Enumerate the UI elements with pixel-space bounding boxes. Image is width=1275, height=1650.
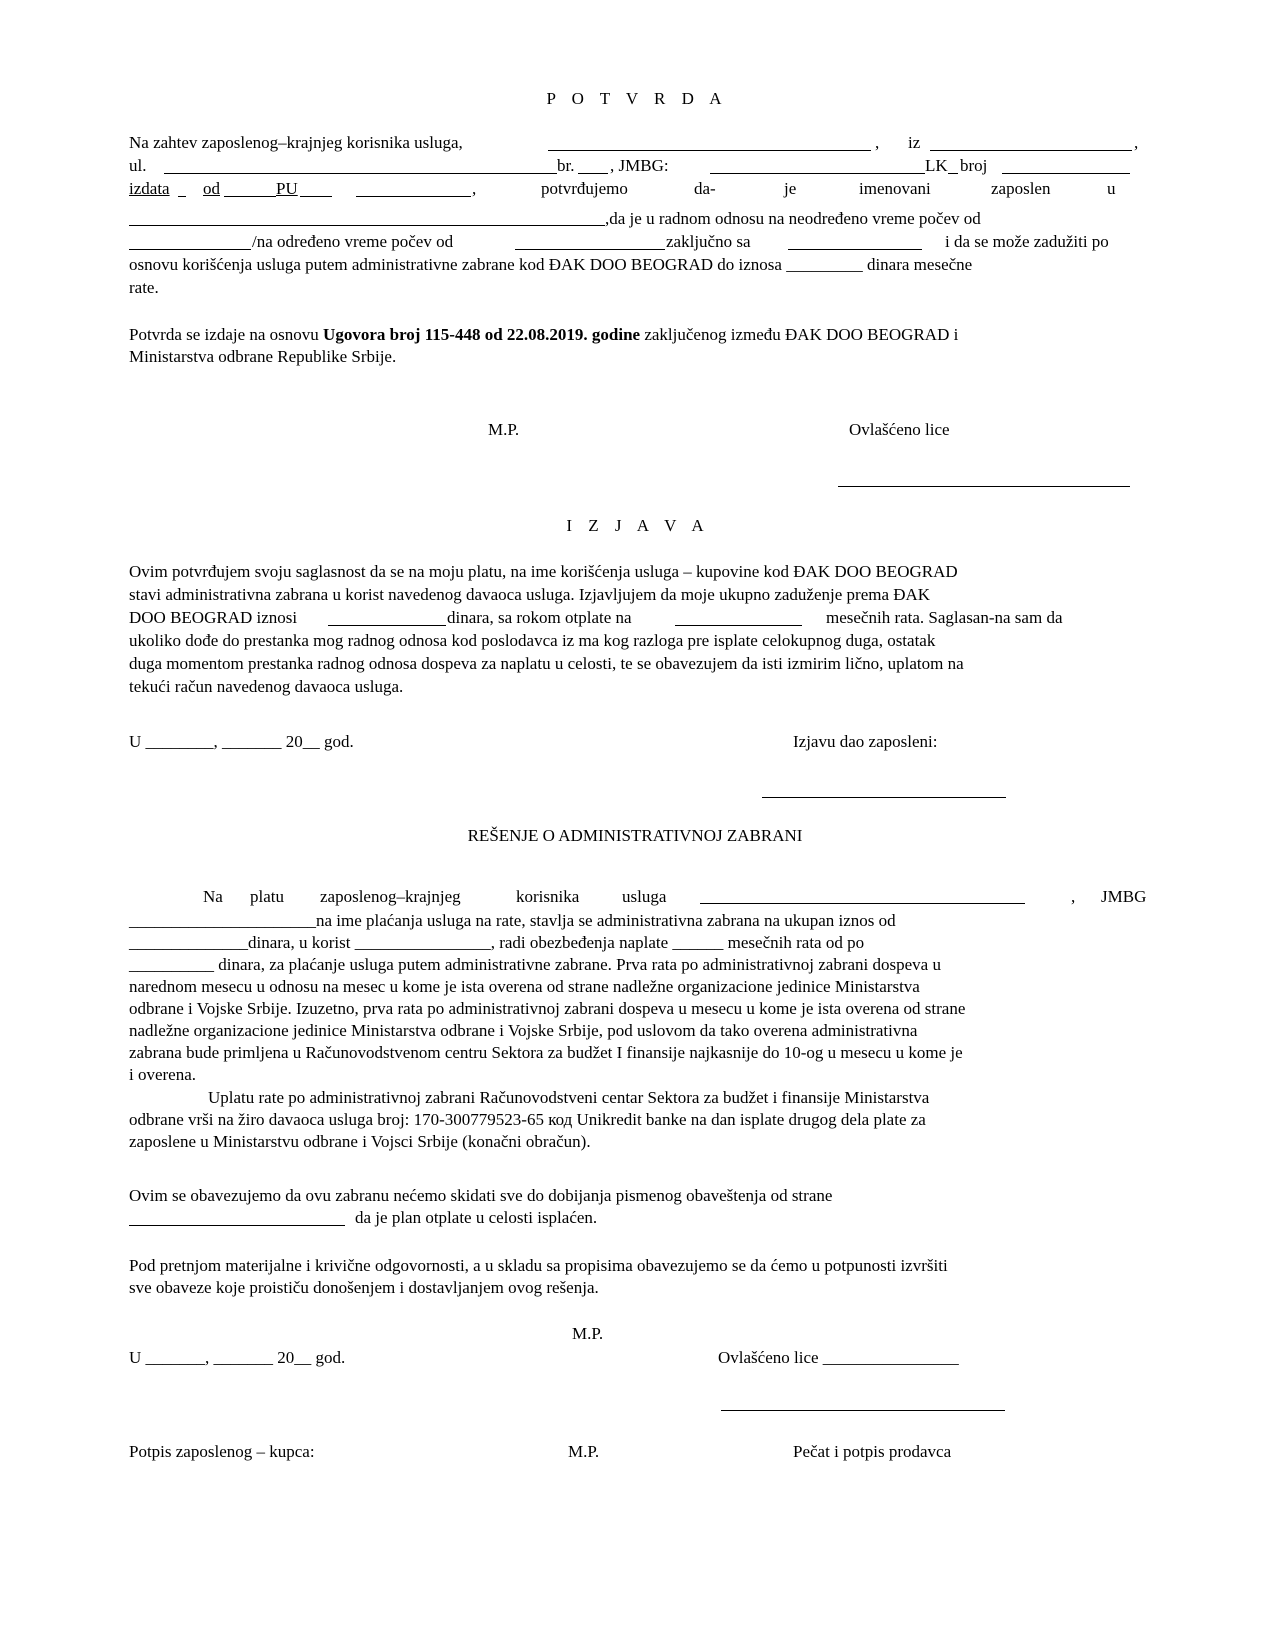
field-od-gap [224,196,276,197]
resenje-p1-line6: odbrane i Vojske Srbije. Izuzetno, prva rata po administrativnoj zabrani dospeva u mesecu u kome je ista overena od strane [129,999,966,1018]
resenje-title: REŠENJE O ADMINISTRATIVNOJ ZABRANI [467,826,803,845]
resenje-p2-line3: zaposlene u Ministarstvu odbrane i Vojsci Srbije (konačni obračun). [129,1132,591,1151]
resenje-p1-zaposlenog: zaposlenog–krajnjeg [320,887,461,906]
contract-reference: Ugovora broj 115-448 od 22.08.2019. godine [323,325,641,344]
potvrda-line2-ul: ul. [129,156,147,175]
izjava-line3-c: mesečnih rata. Saglasan-na sam da [826,608,1063,627]
resenje-p1-line4: __________ dinara, za plaćanje usluga putem administrativne zabrane. Prva rata po administrativnoj zabrani dospeva u [129,955,941,974]
resenje-p1-line9: i overena. [129,1065,197,1084]
field-izdata-gap [178,196,186,197]
footer-stamp-label: M.P. [568,1442,600,1461]
potvrda-line3-izdata: izdata [129,179,170,198]
potvrda-authorized-label: Ovlašćeno lice [849,420,950,439]
resenje-p1-platu: platu [250,887,284,906]
field-indefinite-start-date[interactable] [129,249,251,250]
potvrda-line1-comma: , [875,133,880,152]
resenje-stamp-label: M.P. [572,1324,604,1343]
basis-text-a: Potvrda se izdaje na osnovu [129,325,324,344]
potvrda-line2-br: br. [557,156,575,175]
resenje-p1-na: Na [203,887,223,906]
potvrda-basis-line1 [129,324,958,346]
resenje-p4-line1: Pod pretnjom materijalne i krivične odgovornosti, a u skladu sa propisima obavezujemo se da ćemo u potpunosti izvršiti [129,1256,948,1275]
potvrda-line3-potvrdjujemo: potvrđujemo [541,179,628,198]
izjava-line4: ukoliko dođe do prestanka mog radnog odnosa kod poslodavca iz ma kog razloga pre isplate celokupnog duga, ostatak [129,631,936,650]
basis-text-b: zaključenog između ĐAK DOO BEOGRAD i [640,325,959,344]
footer-employee-signature-label: Potpis zaposlenog – kupca: [129,1442,315,1461]
resenje-p1-line7: nadležne organizacione jedinice Ministarstva odbrane i Vojske Srbije, pod uslovom da tako overena administrativna [129,1021,918,1040]
potvrda-line1-text: Na zahtev zaposlenog–krajnjeg korisnika usluga, [129,133,463,152]
izjava-line6: tekući račun navedenog davaoca usluga. [129,677,404,696]
field-employer[interactable] [129,225,605,226]
izjava-line5: duga momentom prestanka radnog odnosa dospeva za naplatu u celosti, te se obavezujem da isti izmirim lično, uplatom na [129,654,964,673]
potvrda-line1-comma2: , [1134,133,1139,152]
potvrda-line3-je: je [784,179,797,198]
resenje-place-date[interactable]: U _______, _______ 20__ god. [129,1348,346,1367]
potvrda-line2-broj: broj [960,156,988,175]
field-fixed-end-date[interactable] [788,249,922,250]
potvrda-line3-od: od [203,179,220,198]
potvrda-line3-zaposlen: zaposlen [991,179,1051,198]
field-pu-gap [300,196,332,197]
potvrda-line3-comma: , [472,179,477,198]
potvrda-line2-lk: LK [925,156,948,175]
potvrda-line3-u: u [1107,179,1116,198]
izjava-line1: Ovim potvrđujem svoju saglasnost da se na moju platu, na ime korišćenja usluga – kupovine kod ĐAK DOO BEOGRAD [129,562,958,581]
resenje-p1-jmbg: JMBG [1101,887,1147,906]
field-street-number[interactable] [578,173,608,174]
field-employee-city[interactable] [930,150,1132,151]
field-street[interactable] [164,173,557,174]
resenje-p2-line1: Uplatu rate po administrativnoj zabrani Računovodstveni centar Sektora za budžet i finansije Ministarstva [208,1088,930,1107]
potvrda-line2-jmbg: , JMBG: [610,156,669,175]
resenje-p1-line8: zabrana bude primljena u Računovodstvenom centru Sektora za budžet I finansije najkasnije do 10-og u mesecu u kome je [129,1043,963,1062]
field-id-number[interactable] [1002,173,1130,174]
potvrda-line4-text: ,da je u radnom odnosu na neodređeno vreme počev od [605,209,981,228]
resenje-p1-line3: ______________dinara, u korist ________________, radi obezbeđenja naplate ______ mesečnih rata od po [129,933,865,952]
field-police-station[interactable] [356,196,471,197]
izjava-place-date[interactable]: U ________, _______ 20__ god. [129,732,354,751]
resenje-authorized-label[interactable]: Ovlašćeno lice ________________ [718,1348,959,1367]
resenje-p2-line2: odbrane vrši na žiro davaoca usluga broj: 170-300779523-65 код Unikredit banke na dan isplate drugog dela plate za [129,1110,926,1129]
potvrda-signature-line[interactable] [838,486,1130,487]
potvrda-stamp-label: M.P. [488,420,520,439]
resenje-p1-line5: narednom mesecu u odnosu na mesec u kome je ista overena od strane nadležne organizacione jedinice Ministarstva [129,977,920,996]
field-total-debt[interactable] [328,625,446,626]
field-resenje-employee-name[interactable] [700,903,1025,904]
resenje-p4-line2: sve obaveze koje proističu donošenjem i dostavljanjem ovog rešenja. [129,1278,599,1297]
resenje-p3-line2: da je plan otplate u celosti isplaćen. [355,1208,598,1227]
resenje-p1-korisnika: korisnika [516,887,580,906]
izjava-line3-a: DOO BEOGRAD iznosi [129,608,298,627]
izjava-signed-by-label: Izjavu dao zaposleni: [793,732,938,751]
field-resenje-vendor[interactable] [129,1225,345,1226]
potvrda-title: P O T V R D A [546,89,728,108]
field-employee-name[interactable] [548,150,871,151]
field-lk-gap [948,173,958,174]
resenje-p1-comma: , [1071,887,1076,906]
potvrda-basis-line2: Ministarstva odbrane Republike Srbije. [129,347,397,366]
potvrda-line3-imenovani: imenovani [859,179,931,198]
potvrda-line5-zakljucno: zaključno sa [666,232,751,251]
potvrda-line3-pu: PU [276,179,298,198]
izjava-title: I Z J A V A [566,516,710,535]
potvrda-line5-text: /na određeno vreme počev od [252,232,454,251]
potvrda-line3-da: da- [694,179,716,198]
resenje-signature-line[interactable] [721,1410,1005,1411]
izjava-signature-line[interactable] [762,797,1006,798]
field-jmbg[interactable] [710,173,925,174]
potvrda-line1-iz: iz [908,133,921,152]
resenje-p1-line2: ______________________na ime plaćanja usluga na rate, stavlja se administrativna zabrana na ukupan iznos od [129,911,896,930]
footer-seller-signature-label: Pečat i potpis prodavca [793,1442,952,1461]
resenje-p1-usluga: usluga [622,887,667,906]
field-installments-count[interactable] [675,625,802,626]
izjava-line3-b: dinara, sa rokom otplate na [447,608,632,627]
resenje-p3-line1: Ovim se obavezujemo da ovu zabranu nećemo skidati sve do dobijanja pismenog obaveštenja od strane [129,1186,833,1205]
potvrda-line6: osnovu korišćenja usluga putem administrativne zabrane kod ĐAK DOO BEOGRAD do iznosa _________ dinara mesečne [129,255,973,274]
izjava-line2: stavi administrativna zabrana u korist navedenog davaoca usluga. Izjavljujem da moje ukupno zaduženje prema ĐAK [129,585,931,604]
potvrda-line5-zaduziti: i da se može zadužiti po [945,232,1109,251]
field-fixed-start-date[interactable] [515,249,665,250]
potvrda-line7: rate. [129,278,159,297]
